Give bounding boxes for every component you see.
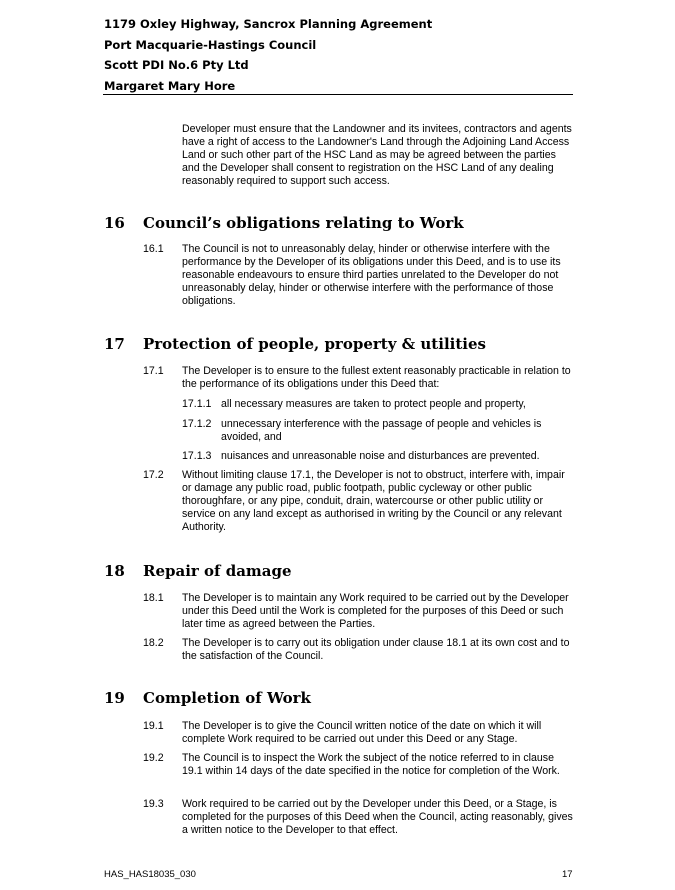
clause-number: 18.2 bbox=[143, 637, 164, 649]
header-line-3: Scott PDI No.6 Pty Ltd bbox=[104, 58, 249, 72]
footer-doc-ref: HAS_HAS18035_030 bbox=[104, 869, 196, 880]
subclause-text: unnecessary interference with the passage of people and vehicles is avoided, and bbox=[221, 418, 542, 443]
header-rule bbox=[103, 94, 573, 95]
header-line-1: 1179 Oxley Highway, Sancrox Planning Agreement bbox=[104, 17, 433, 31]
header-line-2: Port Macquarie-Hastings Council bbox=[104, 38, 317, 52]
clause-text: The Council is to inspect the Work the subject of the notice referred to in clause 19.1 within 14 days of the date specified in the notice for completion of the Work. bbox=[182, 752, 560, 777]
section-number: 16 bbox=[104, 214, 125, 232]
clause-number: 18.1 bbox=[143, 592, 164, 604]
clause-number: 19.3 bbox=[143, 798, 164, 810]
subclause-text: all necessary measures are taken to protect people and property, bbox=[221, 398, 526, 410]
clause-text: Work required to be carried out by the Developer under this Deed, or a Stage, is completed for the purposes of this Deed when the Council, acting reasonably, gives a written notice to the Developer to that effect. bbox=[182, 798, 573, 836]
section-number: 19 bbox=[104, 689, 125, 707]
subclause-number: 17.1.3 bbox=[182, 450, 212, 462]
clause-number: 17.2 bbox=[143, 469, 164, 481]
section-number: 17 bbox=[104, 335, 125, 353]
header-line-4: Margaret Mary Hore bbox=[104, 79, 236, 93]
clause-text: The Developer is to ensure to the fullest extent reasonably practicable in relation to the performance of its obligations under this Deed that: bbox=[182, 365, 571, 390]
subclause-number: 17.1.1 bbox=[182, 398, 212, 410]
clause-number: 19.1 bbox=[143, 720, 164, 732]
section-title: Council’s obligations relating to Work bbox=[143, 214, 464, 232]
footer-page-number: 17 bbox=[562, 869, 573, 880]
subclause-text: nuisances and unreasonable noise and disturbances are prevented. bbox=[221, 450, 540, 462]
clause-text: The Council is not to unreasonably delay, hinder or otherwise interfere with the performance by the Developer of its obligations under this Deed, and is to use its reasonable endeavours to ensure third parties unrelated to the Developer do not unreasonably delay, hinder or otherwise interfere with the performance of those obligations. bbox=[182, 243, 561, 307]
clause-text: The Developer is to give the Council written notice of the date on which it will complete Work required to be carried out under this Deed or any Stage. bbox=[182, 720, 542, 745]
clause-number: 17.1 bbox=[143, 365, 164, 377]
intro-paragraph: Developer must ensure that the Landowner and its invitees, contractors and agents have a right of access to the Landowner's Land through the Adjoining Land Access Land or such other part of the HSC Land as may be agreed between the parties and the Developer shall consent to registration on the HSC Land of any dealing reasonably required to support such access. bbox=[182, 123, 572, 187]
clause-number: 19.2 bbox=[143, 752, 164, 764]
clause-text: The Developer is to maintain any Work required to be carried out by the Developer under this Deed until the Work is completed for the purposes of this Deed or such later time as agreed between the Parties. bbox=[182, 592, 569, 630]
section-title: Repair of damage bbox=[143, 562, 292, 580]
clause-text: Without limiting clause 17.1, the Developer is not to obstruct, interfere with, impair or damage any public road, public footpath, public cycleway or other public thoroughfare, or any pipe, conduit, drain, watercourse or other public utility or service on any land except as authorised in writing by the Council or any relevant Authority. bbox=[182, 469, 565, 533]
section-title: Completion of Work bbox=[143, 689, 311, 707]
section-number: 18 bbox=[104, 562, 125, 580]
clause-number: 16.1 bbox=[143, 243, 164, 255]
subclause-number: 17.1.2 bbox=[182, 418, 212, 430]
clause-text: The Developer is to carry out its obligation under clause 18.1 at its own cost and to the satisfaction of the Council. bbox=[182, 637, 570, 662]
section-title: Protection of people, property & utilities bbox=[143, 335, 486, 353]
